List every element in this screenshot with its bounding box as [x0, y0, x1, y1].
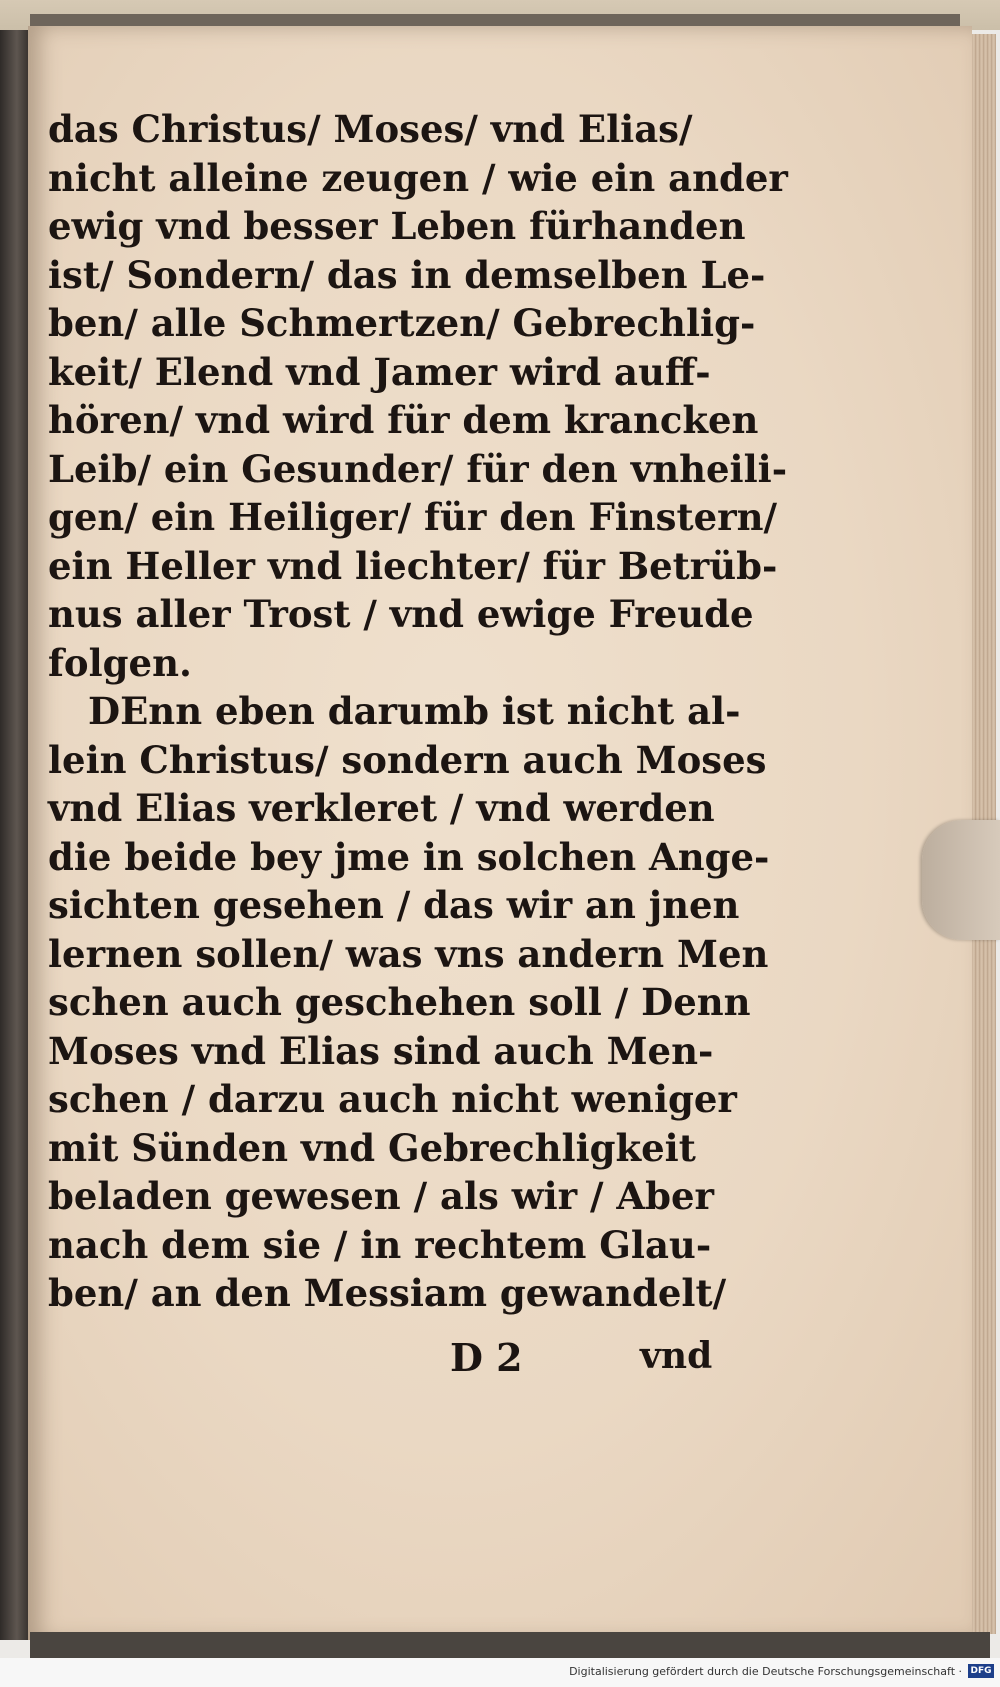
dfg-logo-icon: DFG	[968, 1664, 994, 1678]
text-line: die beide bey jme in solchen Ange-	[48, 834, 770, 879]
paragraph-start-line: DEnn eben darumb ist nicht al-	[88, 689, 741, 733]
signature-mark: D 2	[450, 1335, 523, 1380]
text-line: nus aller Trost / vnd ewige Freude	[48, 592, 754, 636]
text-line: ben/ an den Messiam gewandelt/	[48, 1271, 727, 1315]
text-line: schen auch geschehen soll / Denn	[48, 980, 751, 1024]
text-line: keit/ Elend vnd Jamer wird auff-	[48, 349, 711, 394]
book-bottom-edge	[30, 1632, 990, 1658]
text-line: sichten gesehen / das wir an jnen	[48, 883, 740, 927]
text-line: lernen sollen/ was vns andern Men	[48, 931, 769, 976]
text-line: ewig vnd besser Leben fürhanden	[48, 204, 746, 248]
book-clasp	[922, 820, 1000, 940]
text-line: vnd Elias verkleret / vnd werden	[48, 786, 715, 830]
text-line: nach dem sie / in rechtem Glau-	[48, 1222, 712, 1267]
text-line: beladen gewesen / als wir / Aber	[48, 1174, 715, 1218]
text-line: das Christus/ Moses/ vnd Elias/	[48, 107, 693, 151]
page-text	[20, 105, 788, 1318]
text-line: schen / darzu auch nicht weniger	[48, 1077, 737, 1121]
text-line: lein Christus/ sondern auch Moses	[48, 737, 767, 782]
text-line: gen/ ein Heiliger/ für den Finstern/	[48, 495, 778, 539]
text-line: ist/ Sondern/ das in demselben Le-	[48, 252, 766, 297]
text-line: Moses vnd Elias sind auch Men-	[48, 1028, 714, 1073]
text-line: folgen.	[48, 640, 192, 685]
footer-credit: Digitalisierung gefördert durch die Deutsche Forschungsgemeinschaft ·	[569, 1665, 962, 1678]
text-line: mit Sünden vnd Gebrechligkeit	[48, 1125, 696, 1170]
text-line: Leib/ ein Gesunder/ für den vnheili-	[48, 446, 788, 491]
text-line: hören/ vnd wird für dem krancken	[48, 398, 759, 442]
text-line: ben/ alle Schmertzen/ Gebrechlig-	[48, 301, 756, 345]
catchword: vnd	[640, 1335, 713, 1377]
text-line: nicht alleine zeugen / wie ein ander	[48, 155, 788, 200]
text-line: ein Heller vnd liechter/ für Betrüb-	[48, 543, 778, 588]
